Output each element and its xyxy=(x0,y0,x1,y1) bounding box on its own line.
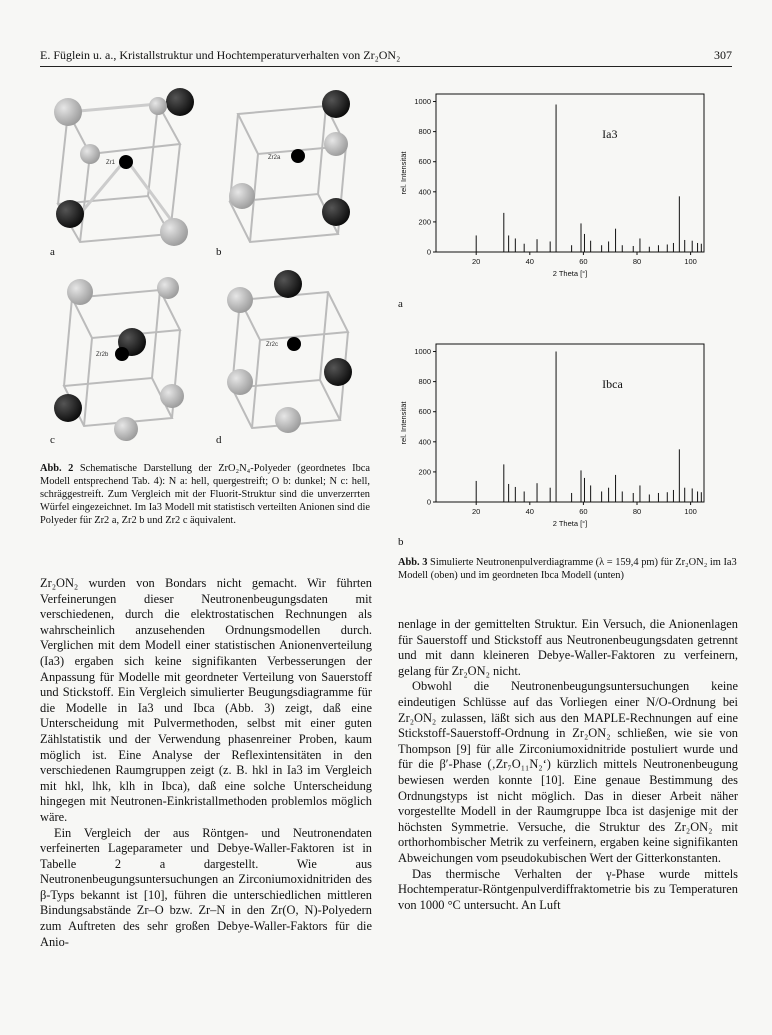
x-tick-label: 100 xyxy=(684,257,697,266)
atom-label-zr1: Zr1 xyxy=(106,160,115,166)
x-tick-label: 40 xyxy=(525,507,534,516)
x-axis-label: 2 Theta [°] xyxy=(552,269,588,278)
y-tick-label: 0 xyxy=(426,247,431,257)
header-title: E. Füglein u. a., Kristallstruktur und Hochtemperaturverhalten von Zr₂ON₂ xyxy=(40,48,401,62)
running-header xyxy=(40,48,732,67)
y-tick-label: 800 xyxy=(418,127,431,137)
plot-letter-b: b xyxy=(398,536,404,548)
paragraph: nenlage in der gemittelten Struktur. Ein Versuch, die Anionenlagen für Sauerstoff und Stickstoff aus Neutronenbeugungsdaten getrennt und mit dann kleineren Debye-Waller-Faktoren zu verfeinern, gelang für Zr₂ON₂ nicht. xyxy=(398,617,738,678)
y-tick-label: 600 xyxy=(418,407,431,417)
paragraph: Das thermische Verhalten der γ-Phase wurde mittels Hochtemperatur-Röntgenpulverdiffraktometrie bis zu Temperaturen von 1000 °C untersucht. An Luft xyxy=(398,866,738,912)
y-tick-label: 400 xyxy=(418,437,431,447)
panel-letter-b: b xyxy=(216,246,222,258)
x-tick-label: 80 xyxy=(632,257,642,266)
paragraph: Zr₂ON₂ wurden von Bondars nicht gemacht. Wir führten Verfeinerungen dieser Neutronenbeugungsdaten mit verschiedenen, durch die elektrostatischen Rechnungen als wahrscheinlich anzusehenden Ordnungsmodellen durch. Verglichen mit dem Modell einer statistischen Anionenverteilung (Ia3) ergaben sich keine signifikanten Verbesserungen der Anpassung für Modelle mit geordneter Verteilung von Sauerstoff und Stickstoff. Ein Vergleich simulierter Beugungsdiagramme für die Modelle in Ia3 und Ibca (Abb. 3) zeigt, daß eine Unterscheidung mit Pulvermethoden, selbst mit einer guten Zählstatistik und der Verwendung phasenreiner Proben, kaum möglich ist. Eine Analyse der Reflexintensitäten in den verschiedenen Raumgruppen zeigt (z. B. hkl in Ia3 im Vergleich mit hkl, lhk, klh in Ibca), daß eine solche Unterscheidung hingegen mit Neutronen-Einkristallmethoden problemlos möglich wäre. xyxy=(40,576,372,824)
figure-2-label: Abb. 2 xyxy=(40,463,74,474)
x-axis-label: 2 Theta [°] xyxy=(552,519,588,528)
plot-letter-a: a xyxy=(398,298,403,310)
diffraction-plot-a xyxy=(392,88,722,298)
y-tick-label: 400 xyxy=(418,187,431,197)
cube-panel-c xyxy=(54,277,184,441)
plot-title: Ia3 xyxy=(602,127,618,142)
figure-2 xyxy=(40,84,380,464)
cube-panel-a xyxy=(54,88,194,246)
cube-panel-b xyxy=(229,90,350,242)
y-tick-label: 600 xyxy=(418,157,431,167)
paragraph: Obwohl die Neutronenbeugungsuntersuchungen keine eindeutigen Schlüsse auf das Vorliegen einer N/O-Ordnung bei Zr₂ON₂ zulassen, läßt sich aus den MAPLE-Rechnungen auf eine Stickstoff-Sauerstoff-Ordnung in Zr₂ON₂ schließen, wie sie von Thompson [9] für alle Zirconiumoxidnitride postuliert wurde und für die β′-Phase (‚Zr₇O₁₁N₂‘) kürzlich mittels Neutronenbeugung bewiesen werden konnte [10]. Eine genaue Bestimmung des Ordnungstyps ist nicht möglich. Das in dieser Arbeit näher vorgestellte Modell in der Raumgruppe Ibca ist dasjenige mit der höchsten Symmetrie. Versuche, die Struktur des Zr₂ON₂ mit orthorhombischer Metrik zu verfeinern, ergaben keine signifikanten Abweichungen vom pseudokubischen Wert der Gitterkonstanten. xyxy=(398,679,738,865)
panel-letter-a: a xyxy=(50,246,55,258)
figure-3-label: Abb. 3 xyxy=(398,557,428,568)
figure-3-caption-text: Simulierte Neutronenpulverdiagramme (λ = 159,4 pm) für Zr₂ON₂ im Ia3 Modell (oben) und im geordneten Ibca Modell (unten) xyxy=(398,557,737,581)
panel-letter-d: d xyxy=(216,434,222,446)
y-tick-label: 1000 xyxy=(414,347,431,357)
y-tick-label: 1000 xyxy=(414,97,431,107)
polyhedra-drawing xyxy=(40,84,380,464)
x-tick-label: 80 xyxy=(632,507,642,516)
x-tick-label: 100 xyxy=(684,507,697,516)
body-column-right xyxy=(398,617,738,913)
body-column-left xyxy=(40,576,372,950)
figure-2-caption-text: Schematische Darstellung der ZrO₂N₄-Polyeder (geordnetes Ibca Modell entsprechend Tab. 4): N a: hell, quergestreift; O b: dunkel; N c: hell, schräggestreift. Zum Vergleich mit der Fluorit-Struktur sind die unverzerrten Würfel eingezeichnet. Im Ia3 Modell mit statistisch verteilten Anionen sind die Polyeder für Zr2 a, Zr2 b und Zr2 c äquivalent. xyxy=(40,463,371,526)
atom-label-zr2c: Zr2c xyxy=(266,342,278,348)
x-tick-label: 20 xyxy=(472,257,481,266)
y-tick-label: 800 xyxy=(418,377,431,387)
panel-letter-c: c xyxy=(50,434,55,446)
x-tick-label: 60 xyxy=(579,257,588,266)
x-tick-label: 40 xyxy=(525,257,534,266)
figure-3-caption xyxy=(398,556,738,582)
y-axis-label: rel. Intensität xyxy=(399,401,408,445)
figure-2-caption xyxy=(40,462,370,527)
paragraph: Ein Vergleich der aus Röntgen- und Neutronendaten verfeinerten Lageparameter und Debye-Waller-Faktoren ist in Tabelle 2 a dargestellt. Wie aus Neutronenbeugungsuntersuchungen an Zirconiumoxidnitriden des β-Typs bekannt ist [10], führen die unterschiedlichen mittleren Bindungsabstände Zr–O bzw. Zr–N in den Zr(O, N)-Polyedern zum Auftreten des sehr großen Debye-Waller-Faktors für die Anio- xyxy=(40,825,372,949)
plot-frame xyxy=(436,94,704,252)
y-tick-label: 0 xyxy=(426,497,431,507)
diffraction-plot-a-svg xyxy=(392,88,722,298)
cube-panel-d xyxy=(227,270,352,433)
diffraction-plot-b xyxy=(392,338,722,548)
x-tick-label: 60 xyxy=(579,507,588,516)
y-tick-label: 200 xyxy=(418,217,431,227)
y-axis-label: rel. Intensität xyxy=(399,151,408,195)
atom-label-zr2a: Zr2a xyxy=(268,155,281,161)
x-tick-label: 20 xyxy=(472,507,481,516)
page-number: 307 xyxy=(714,48,732,62)
y-tick-label: 200 xyxy=(418,467,431,477)
plot-frame xyxy=(436,344,704,502)
diffraction-plot-b-svg xyxy=(392,338,722,548)
plot-title: Ibca xyxy=(602,377,623,392)
atom-label-zr2b: Zr2b xyxy=(96,352,109,358)
